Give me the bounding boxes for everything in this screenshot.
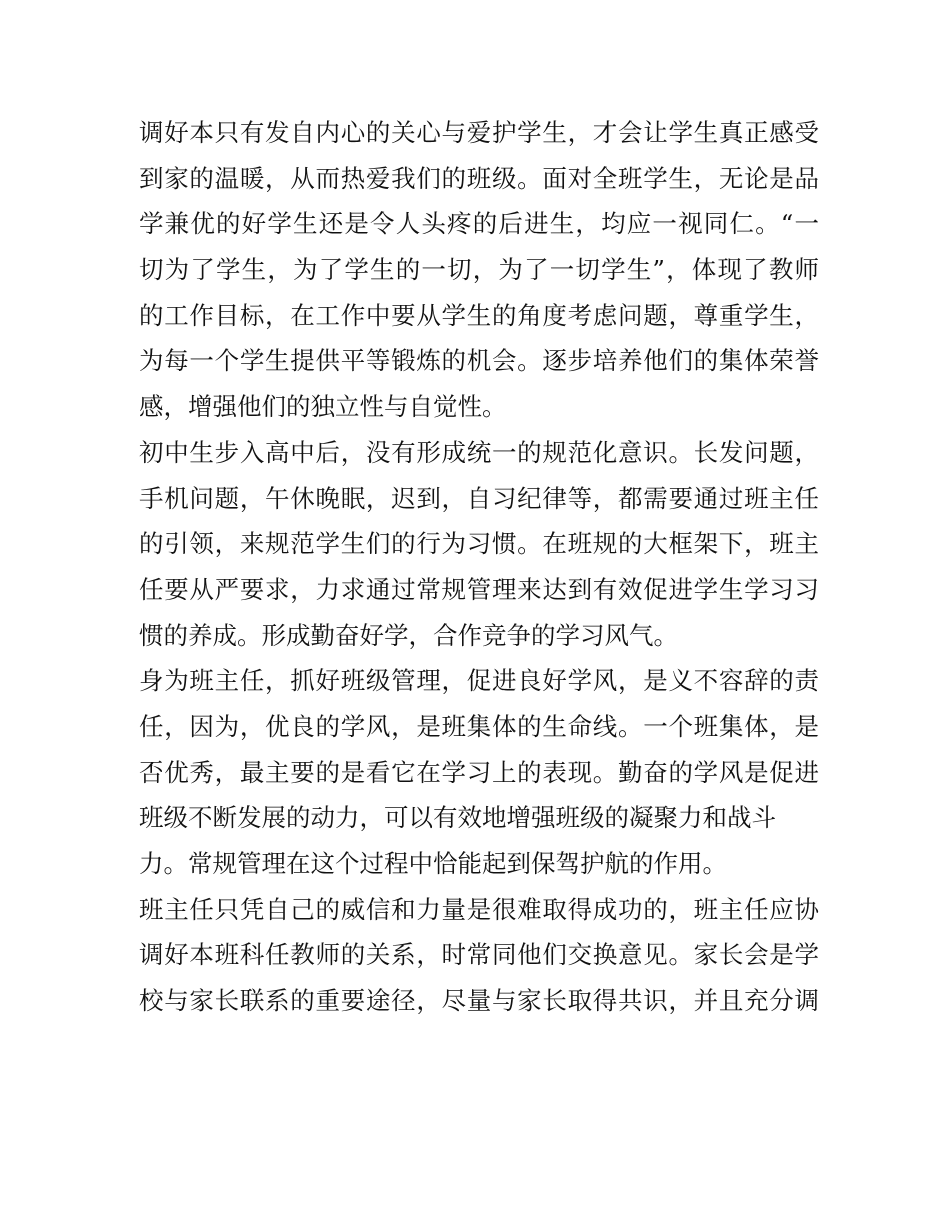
text-line: 手机问题，午休晚眠，迟到，自习纪律等，都需要通过班主任 xyxy=(139,483,819,513)
text-line: 调好本班科任教师的关系，时常同他们交换意见。家长会是学 xyxy=(139,940,819,970)
text-line: 为每一个学生提供平等锻炼的机会。逐步培养他们的集体荣誉 xyxy=(139,346,819,376)
text-line: 的引领，来规范学生们的行为习惯。在班规的大框架下，班主 xyxy=(139,529,819,559)
text-line: 的工作目标，在工作中要从学生的角度考虑问题，尊重学生， xyxy=(139,300,819,330)
text-line: 否优秀，最主要的是看它在学习上的表现。勤奋的学风是促进 xyxy=(139,757,819,787)
text-line: 任要从严要求，力求通过常规管理来达到有效促进学生学习习 xyxy=(139,574,819,604)
text-line: 力。常规管理在这个过程中恰能起到保驾护航的作用。 xyxy=(139,849,727,878)
text-line: 学兼优的好学生还是令人头疼的后进生，均应一视同仁。“一 xyxy=(139,209,819,239)
text-line: 调好本只有发自内心的关心与爱护学生，才会让学生真正感受 xyxy=(139,118,819,147)
text-line: 班主任只凭自己的威信和力量是很难取得成功的，班主任应协 xyxy=(139,894,819,924)
text-line: 感，增强他们的独立性与自觉性。 xyxy=(139,392,507,422)
body-text xyxy=(139,110,819,1024)
text-line: 初中生步入高中后，没有形成统一的规范化意识。长发问题， xyxy=(139,437,819,467)
text-line: 到家的温暖，从而热爱我们的班级。面对全班学生，无论是品 xyxy=(139,163,819,193)
text-line: 校与家长联系的重要途径，尽量与家长取得共识，并且充分调 xyxy=(139,986,819,1016)
text-line: 切为了学生，为了学生的一切，为了一切学生”，体现了教师 xyxy=(139,255,819,285)
text-line: 班级不断发展的动力，可以有效地增强班级的凝聚力和战斗 xyxy=(139,803,776,833)
text-line: 身为班主任，抓好班级管理，促进良好学风，是义不容辞的责 xyxy=(139,666,819,696)
text-line: 任，因为，优良的学风，是班集体的生命线。一个班集体，是 xyxy=(139,711,819,741)
text-line: 惯的养成。形成勤奋好学，合作竞争的学习风气。 xyxy=(139,620,678,650)
